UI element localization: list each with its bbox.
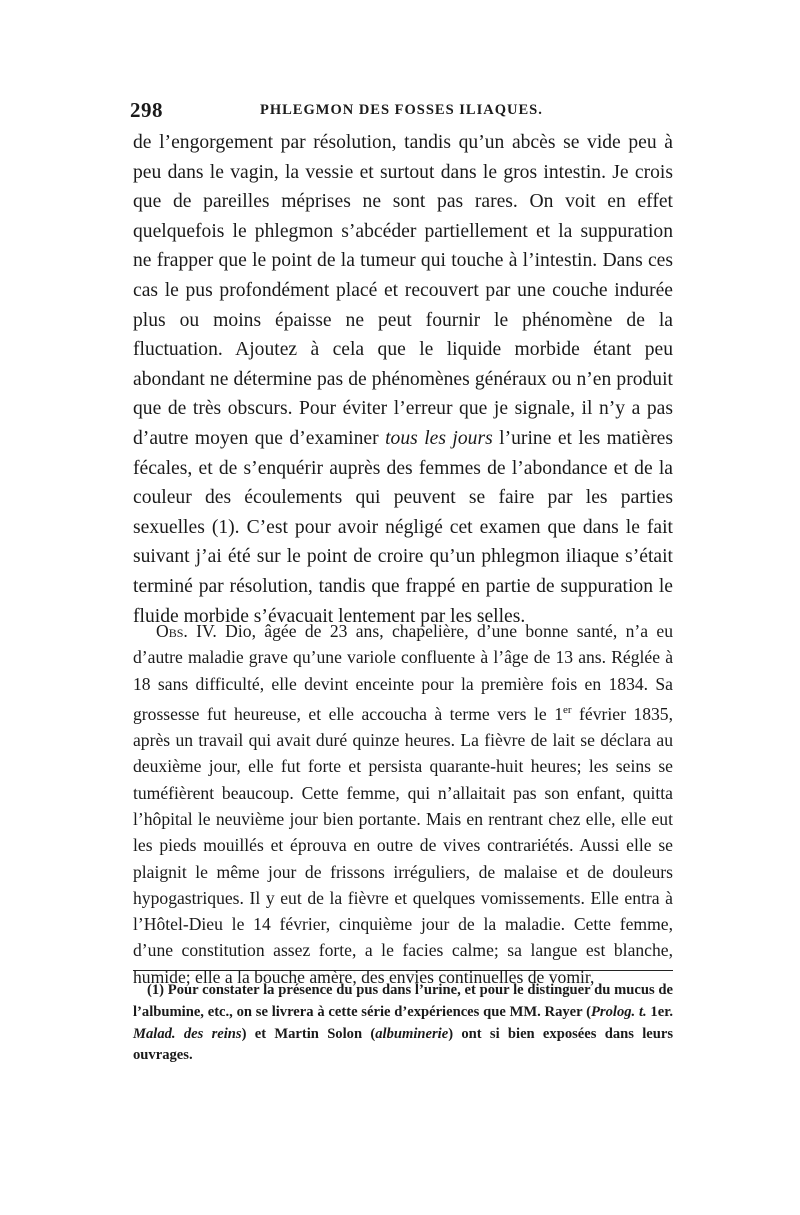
emphasis-text: tous les jours [385, 427, 493, 449]
footnote-superscript: 1er. [650, 1003, 673, 1020]
observation-paragraph [133, 618, 673, 990]
observation-label: Obs. IV. [156, 621, 217, 641]
observation-text: Dio, âgée de 23 ans, chapelière, d’une bonne santé, n’a eu d’autre maladie grave qu’une variole confluente à l’âge de 13 ans. Réglée à 18 sans difficulté, elle devint enceinte pour la première fois en 1834. Sa grossesse fut heureuse, et elle accoucha à terme vers le [133, 621, 673, 724]
observation-date-superscript: er [563, 703, 572, 716]
footnote-citation-2: Malad. des reins [133, 1025, 242, 1042]
footnote-citation-3: albuminerie [375, 1025, 449, 1042]
footnote-text-1: Pour constater la présence du pus dans l’urine, et pour le distinguer du mucus de l’albumine, etc., on se livrera à cette série d’expériences que MM. Rayer ( [133, 982, 673, 1020]
footnote-citation-1: Prolog. t. [591, 1003, 647, 1020]
observation-text-continued: février 1835, après un travail qui avait duré quinze heures. La fièvre de lait se déclara au deuxième jour, elle fut forte et persista quarante-huit heures; les seins se tuméfièrent beaucoup. Cette femme, qui n’allaitait pas son enfant, quitta l’hôpital le neuvième jour bien portante. Mais en rentrant chez elle, elle eut les pieds mouillés et éprouva en outre de vives contrariétés. Aussi elle se plaignit le même jour de frissons irréguliers, de malaise et de douleurs hypogastriques. Il y eut de la fièvre et quelques vomissements. Elle entra à l’Hôtel-Dieu le 14 février, cinquième jour de la maladie. Cette femme, d’une constitution assez forte, a le facies calme; sa langue est blanche, humide; elle a la bouche amère, des envies continuelles de vomir, [133, 703, 673, 987]
main-paragraph-end: l’urine et les matières fécales, et de s’enquérir auprès des femmes de l’abondance et de la couleur des écoulements qui peuvent se faire par les parties sexuelles (1). C’est pour avoir négligé cet examen que dans le fait suivant j’ai été sur le point de croire qu’un phlegmon iliaque s’était terminé par résolution, tandis que frappé en partie de suppuration le fluide morbide s’évacuait lentement par les selles. [133, 427, 674, 627]
footnote-text-3: ) ont si bien exposées dans leurs ouvrages. [133, 1025, 673, 1064]
footnote [133, 980, 673, 1067]
main-paragraph-text: de l’engorgement par résolution, tandis qu’un abcès se vide peu à peu dans le vagin, la vessie et surtout dans le gros intestin. Je crois que de pareilles méprises ne sont pas rares. On voit en effet quelquefois le phlegmon s’abcéder partiellement et la suppuration ne frapper que le point de la tumeur qui touche à l’intestin. Dans ces cas le pus profondément placé et recouvert par une couche indurée plus ou moins épaisse ne peut fournir le phénomène de la fluctuation. Ajoutez à cela que le liquide morbide étant peu abondant ne détermine pas de phénomènes généraux ou n’en produit que de très obscurs. Pour éviter l’erreur que je signale, il n’y a pas d’autre moyen que d’examiner [133, 132, 673, 449]
running-title: PHLEGMON DES FOSSES ILIAQUES. [260, 102, 543, 118]
footnote-text-2: ) et Martin Solon ( [241, 1025, 376, 1042]
page-number: 298 [130, 98, 163, 122]
observation-date-number: 1 [554, 703, 563, 724]
main-paragraph [133, 128, 673, 631]
footnote-marker: (1) [147, 982, 165, 998]
page-header [130, 98, 670, 126]
footnote-divider [133, 970, 673, 971]
